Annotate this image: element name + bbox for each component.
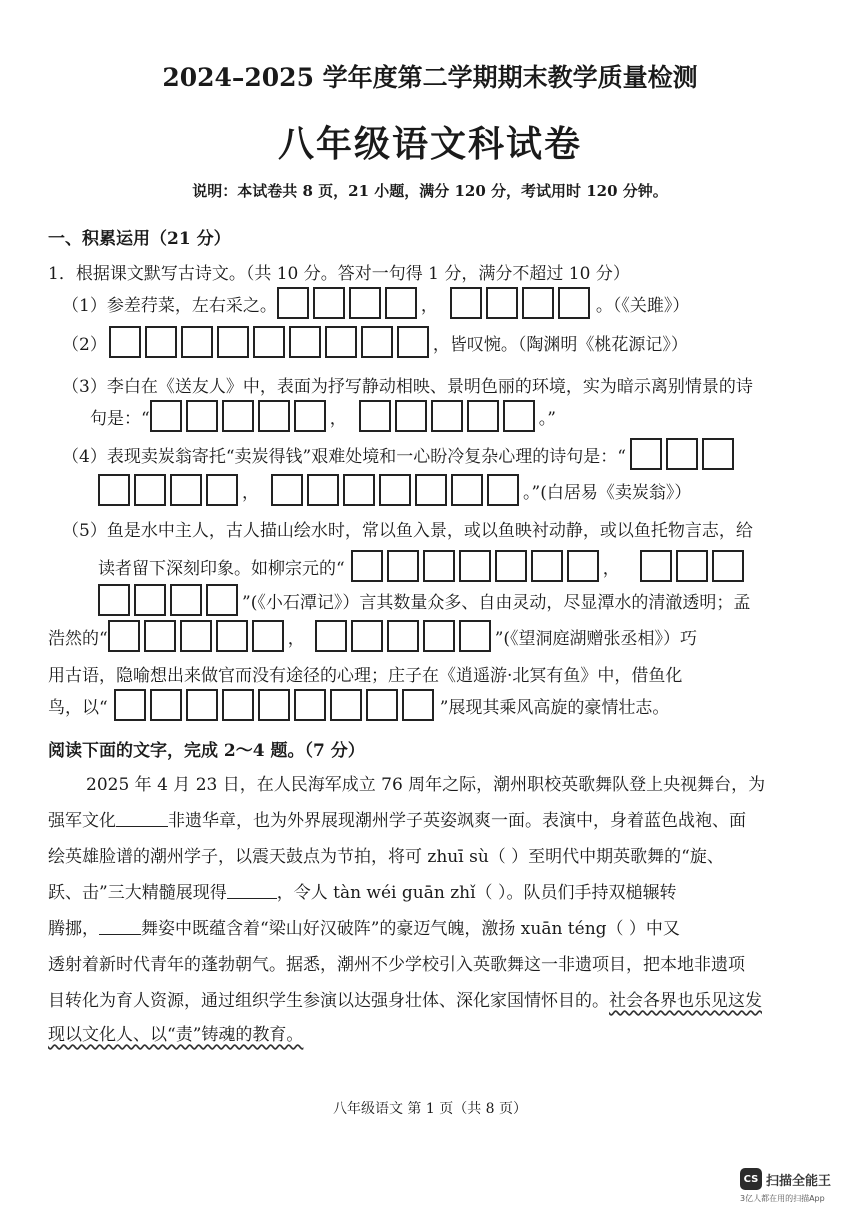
answer-box[interactable]: [385, 287, 417, 319]
answer-box[interactable]: [366, 689, 398, 721]
answer-box[interactable]: [503, 400, 535, 432]
q1-item5-line2: 读者留下深刻印象。如柳宗元的“ ，: [98, 550, 744, 582]
answer-box[interactable]: [712, 550, 744, 582]
answer-box[interactable]: [487, 474, 519, 506]
answer-box[interactable]: [676, 550, 708, 582]
answer-boxes[interactable]: [315, 620, 491, 652]
reading-line: 目转化为育人资源，通过组织学生参演以达强身壮体、深化家国情怀目的。 社会各界也乐见这发: [48, 986, 762, 1011]
answer-box[interactable]: [109, 326, 141, 358]
answer-box[interactable]: [186, 400, 218, 432]
answer-box[interactable]: [387, 550, 419, 582]
q1-stem: 1．根据课文默写古诗文。（共 10 分。答对一句得 1 分，满分不超过 10 分）: [48, 264, 630, 284]
answer-boxes[interactable]: [108, 620, 284, 652]
q1-item5-line1: （5）鱼是水中主人，古人描山绘水时，常以鱼入景，或以鱼映衬动静，或以鱼托物言志，给: [62, 521, 753, 541]
answer-box[interactable]: [359, 400, 391, 432]
reading-heading: 阅读下面的文字，完成 2～4 题。（7 分）: [48, 741, 365, 761]
q1-item4-line2: ， 。”(白居易《卖炭翁》）: [98, 474, 691, 506]
scanner-app-name: 扫描全能王: [766, 1173, 832, 1189]
q1-item3-line2: 句是：“ ， 。”: [90, 400, 556, 432]
answer-box[interactable]: [98, 474, 130, 506]
answer-box[interactable]: [666, 438, 698, 470]
reading-line: 腾挪， 舞姿中既蕴含着“梁山好汉破阵”的豪迈气魄，激扬 xuān téng（ ）中又: [48, 919, 680, 939]
answer-box[interactable]: [315, 620, 347, 652]
answer-boxes[interactable]: [359, 400, 535, 432]
answer-box[interactable]: [395, 400, 427, 432]
answer-box[interactable]: [294, 689, 326, 721]
answer-box[interactable]: [379, 474, 411, 506]
scanner-watermark: [740, 1168, 831, 1190]
answer-box[interactable]: [170, 584, 202, 616]
answer-box[interactable]: [495, 550, 527, 582]
answer-box[interactable]: [467, 400, 499, 432]
answer-boxes[interactable]: [630, 438, 734, 470]
q1-item5-line5: 用古语，隐喻想出来做官而没有途径的心理；庄子在《逍遥游·北冥有鱼》中，借鱼化: [48, 666, 683, 686]
exam-note: 说明：本试卷共 8 页，21 小题，满分 120 分，考试用时 120 分钟。: [192, 182, 668, 200]
q1-item5-line3: ”(《小石潭记》）言其数量众多、自由灵动，尽显潭水的清澈透明；孟: [98, 584, 750, 616]
exam-title: 2024–2025 学年度第二学期期末教学质量检测: [162, 63, 698, 92]
answer-boxes[interactable]: [640, 550, 744, 582]
answer-box[interactable]: [144, 620, 176, 652]
answer-box[interactable]: [258, 689, 290, 721]
answer-box[interactable]: [108, 620, 140, 652]
answer-box[interactable]: [134, 584, 166, 616]
answer-box[interactable]: [313, 287, 345, 319]
answer-box[interactable]: [330, 689, 362, 721]
answer-box[interactable]: [307, 474, 339, 506]
wavy-underlined-text: 现以文化人、以“责”铸魂的教育。: [48, 1025, 304, 1045]
answer-box[interactable]: [567, 550, 599, 582]
answer-box[interactable]: [451, 474, 483, 506]
fill-blank[interactable]: [227, 882, 277, 899]
q1-item5-line4: 浩然的“ ， ”(《望洞庭湖赠张丞相》）巧: [48, 620, 697, 652]
reading-line: 跃、击”三大精髓展现得 ，令人 tàn wéi guān zhǐ（ ）。队员们手持双槌辗转: [48, 883, 677, 903]
answer-boxes[interactable]: [98, 474, 238, 506]
answer-box[interactable]: [387, 620, 419, 652]
answer-box[interactable]: [222, 400, 254, 432]
answer-box[interactable]: [415, 474, 447, 506]
answer-box[interactable]: [180, 620, 212, 652]
answer-box[interactable]: [258, 400, 290, 432]
answer-box[interactable]: [349, 287, 381, 319]
answer-box[interactable]: [134, 474, 166, 506]
answer-box[interactable]: [630, 438, 662, 470]
q1-item4-line1: （4）表现卖炭翁寄托“卖炭得钱”艰难处境和一心盼冷复杂心理的诗句是：“: [62, 438, 734, 470]
answer-box[interactable]: [531, 550, 563, 582]
answer-box[interactable]: [271, 474, 303, 506]
answer-box[interactable]: [459, 620, 491, 652]
section-heading: 一、积累运用（21 分）: [48, 229, 231, 249]
answer-box[interactable]: [558, 287, 590, 319]
answer-boxes[interactable]: [351, 550, 599, 582]
answer-box[interactable]: [253, 326, 285, 358]
answer-box[interactable]: [397, 326, 429, 358]
answer-boxes[interactable]: [450, 287, 590, 319]
answer-box[interactable]: [431, 400, 463, 432]
answer-box[interactable]: [252, 620, 284, 652]
scanner-tagline: 3亿人都在用的扫描App: [740, 1194, 825, 1203]
answer-box[interactable]: [361, 326, 393, 358]
answer-box[interactable]: [522, 287, 554, 319]
answer-box[interactable]: [277, 287, 309, 319]
answer-box[interactable]: [459, 550, 491, 582]
answer-box[interactable]: [640, 550, 672, 582]
answer-box[interactable]: [217, 326, 249, 358]
q1-item5-line6: 鸟，以“ ”展现其乘风高旋的豪情壮志。: [48, 689, 669, 721]
exam-subtitle: 八年级语文科试卷: [277, 123, 582, 165]
answer-box[interactable]: [423, 620, 455, 652]
answer-box[interactable]: [423, 550, 455, 582]
reading-line: 绘英雄脸谱的潮州学子，以震天鼓点为节拍，将可 zhuī sù（ ）至明代中期英歌舞的“旋、: [48, 847, 724, 867]
answer-box[interactable]: [181, 326, 213, 358]
answer-box[interactable]: [114, 689, 146, 721]
answer-box[interactable]: [294, 400, 326, 432]
answer-box[interactable]: [450, 287, 482, 319]
answer-box[interactable]: [343, 474, 375, 506]
answer-box[interactable]: [98, 584, 130, 616]
answer-boxes[interactable]: [150, 400, 326, 432]
answer-box[interactable]: [206, 474, 238, 506]
answer-box[interactable]: [351, 620, 383, 652]
reading-line: 强军文化 非遗华章，也为外界展现潮州学子英姿飒爽一面。表演中，身着蓝色战袍、面: [48, 811, 746, 831]
answer-boxes[interactable]: [109, 326, 429, 358]
q1-item2: （2） ，皆叹惋。（陶渊明《桃花源记》）: [62, 326, 688, 358]
q1-item3-line1: （3）李白在《送友人》中，表面为抒写静动相映、景明色丽的环境，实为暗示离别情景的诗: [62, 377, 753, 397]
page-footer: 八年级语文 第 1 页（共 8 页）: [332, 1101, 528, 1117]
answer-boxes[interactable]: [114, 689, 434, 721]
answer-box[interactable]: [216, 620, 248, 652]
fill-blank[interactable]: [99, 918, 141, 935]
q1-item1: （1）参差荇菜，左右采之。 ， 。（《关雎》）: [62, 287, 689, 319]
fill-blank[interactable]: [116, 810, 168, 827]
reading-line: 透射着新时代青年的蓬勃朝气。据悉，潮州不少学校引入英歌舞这一非遗项目，把本地非遗项: [48, 955, 745, 975]
answer-box[interactable]: [150, 689, 182, 721]
answer-box[interactable]: [170, 474, 202, 506]
answer-boxes[interactable]: [271, 474, 519, 506]
answer-box[interactable]: [150, 400, 182, 432]
answer-box[interactable]: [351, 550, 383, 582]
reading-line: 2025 年 4 月 23 日，在人民海军成立 76 周年之际，潮州职校英歌舞队登上央视舞台，为: [86, 775, 766, 795]
answer-box[interactable]: [145, 326, 177, 358]
scanner-logo-icon: CS: [740, 1168, 762, 1190]
answer-box[interactable]: [402, 689, 434, 721]
answer-box[interactable]: [289, 326, 321, 358]
answer-box[interactable]: [206, 584, 238, 616]
answer-box[interactable]: [325, 326, 357, 358]
answer-box[interactable]: [222, 689, 254, 721]
answer-box[interactable]: [702, 438, 734, 470]
answer-box[interactable]: [186, 689, 218, 721]
reading-line: [48, 1020, 303, 1045]
answer-boxes[interactable]: [277, 287, 417, 319]
wavy-underlined-text: 社会各界也乐见这发: [609, 991, 762, 1011]
answer-box[interactable]: [486, 287, 518, 319]
answer-boxes[interactable]: [98, 584, 238, 616]
